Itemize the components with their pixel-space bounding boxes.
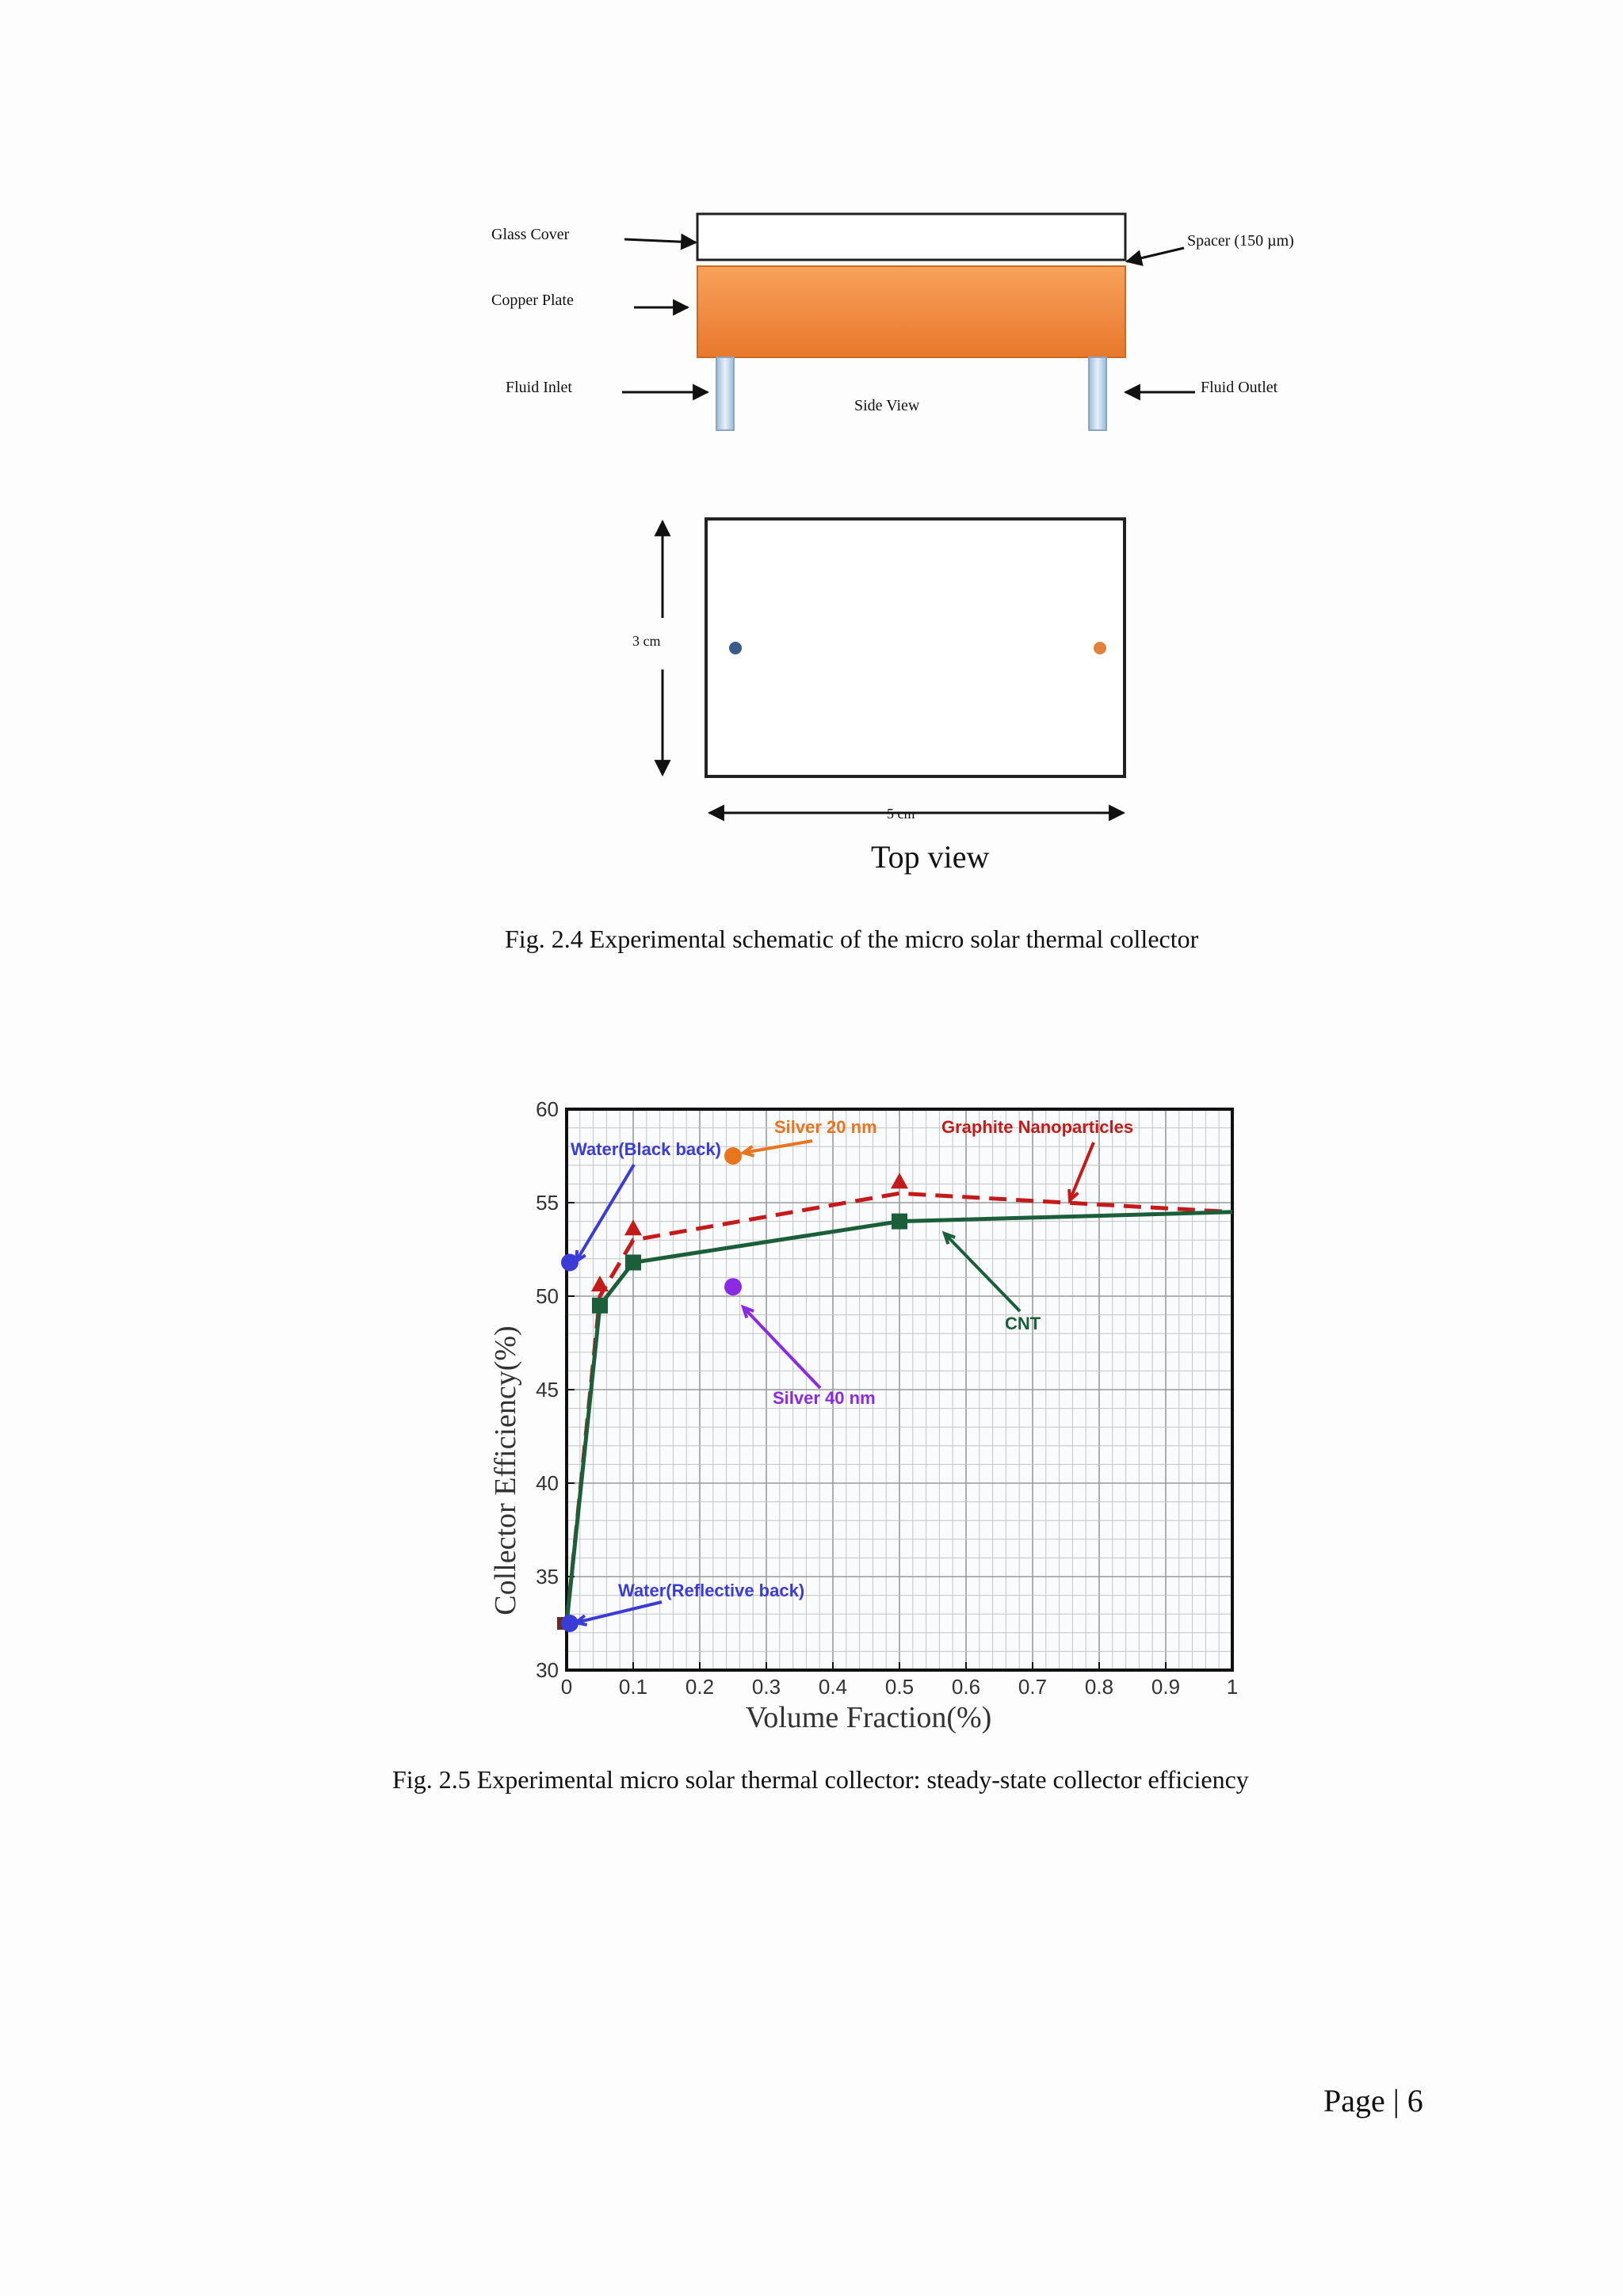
y-tick-label: 60	[536, 1097, 559, 1121]
data-point-square	[892, 1214, 907, 1230]
x-axis-label: Volume Fraction(%)	[745, 1701, 992, 1734]
collector-schematic	[0, 0, 1623, 895]
figure-2-4-caption: Fig. 2.4 Experimental schematic of the micro solar thermal collector	[505, 925, 1199, 953]
arrow-glass-cover	[624, 239, 696, 242]
label-top-view: Top view	[871, 839, 990, 875]
x-tick-label: 0.4	[818, 1675, 848, 1699]
label-height: 3 cm	[632, 633, 661, 649]
label-fluid-outlet: Fluid Outlet	[1201, 379, 1278, 396]
efficiency-chart	[0, 1077, 1623, 1751]
y-tick-label: 35	[536, 1565, 559, 1589]
label-width: 5 cm	[887, 806, 915, 822]
x-tick-label: 0.2	[685, 1675, 715, 1699]
outlet-dot	[1094, 642, 1106, 654]
x-tick-label: 0.1	[618, 1675, 648, 1699]
y-tick-label: 40	[536, 1471, 559, 1495]
x-tick-label: 0.5	[884, 1675, 915, 1699]
annotation-label: Graphite Nanoparticles	[941, 1117, 1134, 1137]
y-axis-label: Collector Efficiency(%)	[489, 1325, 522, 1615]
y-tick-label: 30	[536, 1658, 559, 1682]
annotation-label: Water(Black back)	[571, 1139, 721, 1159]
label-fluid-inlet: Fluid Inlet	[506, 379, 572, 396]
label-copper-plate: Copper Plate	[491, 292, 574, 309]
annotation-label: Water(Reflective back)	[618, 1581, 805, 1600]
x-tick-label: 0.3	[751, 1675, 781, 1699]
data-point-silver-20-nm	[724, 1147, 742, 1165]
x-tick-label: 0.7	[1018, 1675, 1048, 1699]
label-glass-cover: Glass Cover	[491, 226, 570, 243]
glass-cover	[697, 214, 1125, 260]
annotation-label: Silver 20 nm	[774, 1117, 877, 1137]
label-spacer: Spacer (150 µm)	[1187, 232, 1294, 250]
copper-plate	[697, 266, 1125, 357]
y-tick-label: 50	[536, 1284, 559, 1308]
annotation-label: CNT	[1005, 1314, 1041, 1333]
x-tick-label: 1	[1226, 1675, 1239, 1699]
fluid-outlet-tube	[1089, 357, 1106, 430]
page-number: Page | 6	[1323, 2083, 1423, 2119]
y-tick-label: 45	[536, 1378, 559, 1402]
data-point-square	[592, 1298, 608, 1314]
label-side-view: Side View	[854, 397, 920, 414]
annotation-label: Silver 40 nm	[773, 1388, 876, 1408]
fluid-inlet-tube	[716, 357, 734, 430]
figure-2-5-caption: Fig. 2.5 Experimental micro solar thermal collector: steady-state collector efficiency	[392, 1765, 1249, 1794]
x-tick-label: 0.8	[1084, 1675, 1114, 1699]
inlet-dot	[729, 642, 742, 654]
top-view-plate	[706, 519, 1125, 776]
arrow-spacer	[1127, 248, 1184, 261]
x-tick-label: 0.9	[1151, 1675, 1181, 1699]
x-tick-label: 0.6	[951, 1675, 981, 1699]
y-tick-label: 55	[536, 1191, 559, 1215]
data-point-square	[625, 1255, 641, 1271]
data-point-silver-40-nm	[724, 1278, 742, 1295]
x-tick-label: 0	[560, 1675, 573, 1699]
